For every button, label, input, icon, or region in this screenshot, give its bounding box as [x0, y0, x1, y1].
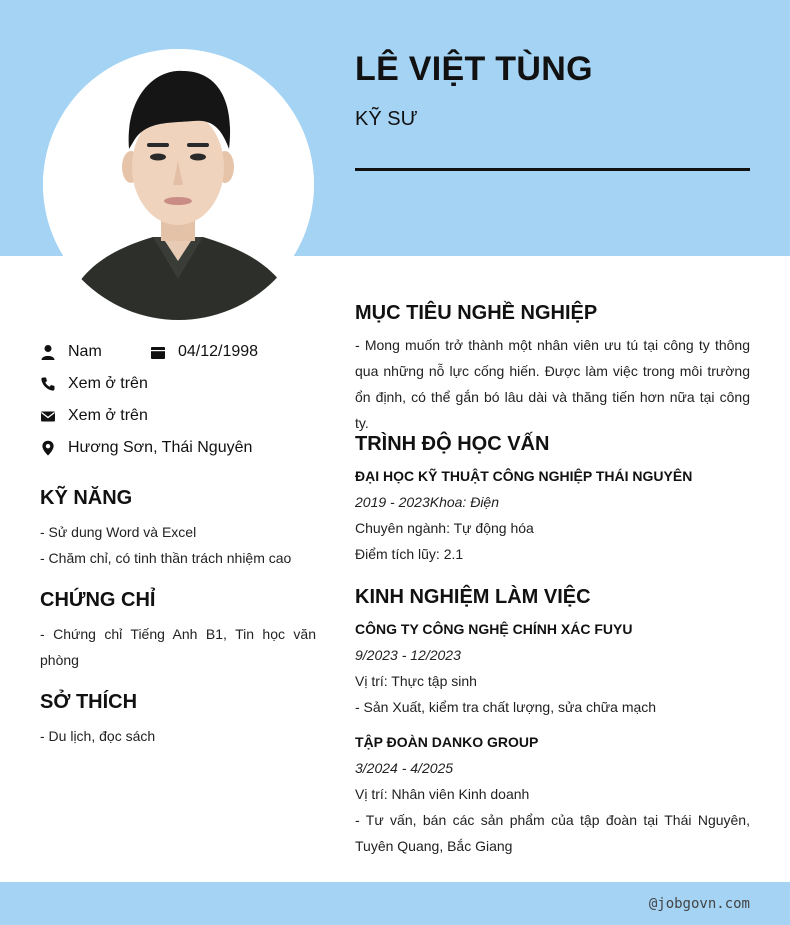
- job-entry: [355, 729, 750, 859]
- birthdate-value: 04/12/1998: [178, 343, 259, 360]
- skills-heading: KỸ NĂNG: [40, 487, 133, 509]
- education-gpa: Điểm tích lũy: 2.1: [355, 546, 464, 562]
- calendar-icon: [150, 344, 166, 360]
- objective-text: - Mong muốn trở thành một nhân viên ưu tú tại công ty thông qua những nỗ lực cống hiến. Được làm việc trong môi trường ổn định, có thể gắn bó lâu dài và thăng tiến hơn nữa tại công ty.: [355, 337, 750, 431]
- email-value: Xem ở trên: [68, 407, 148, 424]
- company-name: CÔNG TY CÔNG NGHỆ CHÍNH XÁC FUYU: [355, 621, 633, 637]
- school-name: ĐẠI HỌC KỸ THUẬT CÔNG NGHIỆP THÁI NGUYÊN: [355, 468, 693, 484]
- skill-item: - Chăm chỉ, có tinh thần trách nhiệm cao: [40, 550, 292, 566]
- phone-row: [40, 375, 148, 393]
- birthdate-row: [150, 343, 258, 361]
- skill-item: - Sử dung Word và Excel: [40, 524, 197, 540]
- phone-icon: [40, 376, 56, 392]
- phone-value: Xem ở trên: [68, 375, 148, 392]
- job-period: 3/2024 - 4/2025: [355, 760, 454, 776]
- education-period: 2019 - 2023Khoa: Điện: [355, 494, 499, 510]
- gender-row: [40, 343, 102, 361]
- gender-value: Nam: [68, 343, 102, 360]
- job-description: - Sản Xuất, kiểm tra chất lượng, sửa chữa mạch: [355, 699, 657, 715]
- profile-photo: [43, 49, 314, 320]
- education-block: [355, 463, 750, 567]
- footer-website: @jobgovn.com: [648, 896, 750, 912]
- full-name: LÊ VIỆT TÙNG: [355, 50, 593, 88]
- address-value: Hương Sơn, Thái Nguyên: [68, 439, 253, 456]
- education-heading: TRÌNH ĐỘ HỌC VẤN: [355, 433, 550, 455]
- job-description: - Tư vấn, bán các sản phẩm của tập đoàn tại Thái Nguyên, Tuyên Quang, Bắc Giang: [355, 812, 750, 854]
- mail-icon: [40, 408, 56, 424]
- job-position: Vị trí: Thực tập sinh: [355, 673, 477, 689]
- job-position: Vị trí: Nhân viên Kinh doanh: [355, 786, 530, 802]
- title-divider: [355, 168, 750, 171]
- job-period: 9/2023 - 12/2023: [355, 647, 461, 663]
- hobbies-heading: SỞ THÍCH: [40, 691, 138, 713]
- address-row: [40, 439, 252, 457]
- email-row: [40, 407, 148, 425]
- certificates-text: - Chứng chỉ Tiếng Anh B1, Tin học văn phòng: [40, 626, 316, 668]
- job-entry: [355, 616, 750, 720]
- objective-heading: MỤC TIÊU NGHỀ NGHIỆP: [355, 302, 598, 324]
- company-name: TẬP ĐOÀN DANKO GROUP: [355, 734, 539, 750]
- certificates-heading: CHỨNG CHỈ: [40, 589, 156, 611]
- job-title: KỸ SƯ: [355, 108, 418, 130]
- person-icon: [40, 344, 56, 360]
- location-pin-icon: [40, 440, 56, 456]
- experience-heading: KINH NGHIỆM LÀM VIỆC: [355, 586, 591, 608]
- education-major: Chuyên ngành: Tự động hóa: [355, 520, 534, 536]
- skills-list: [40, 519, 316, 571]
- hobbies-text: - Du lịch, đọc sách: [40, 728, 156, 744]
